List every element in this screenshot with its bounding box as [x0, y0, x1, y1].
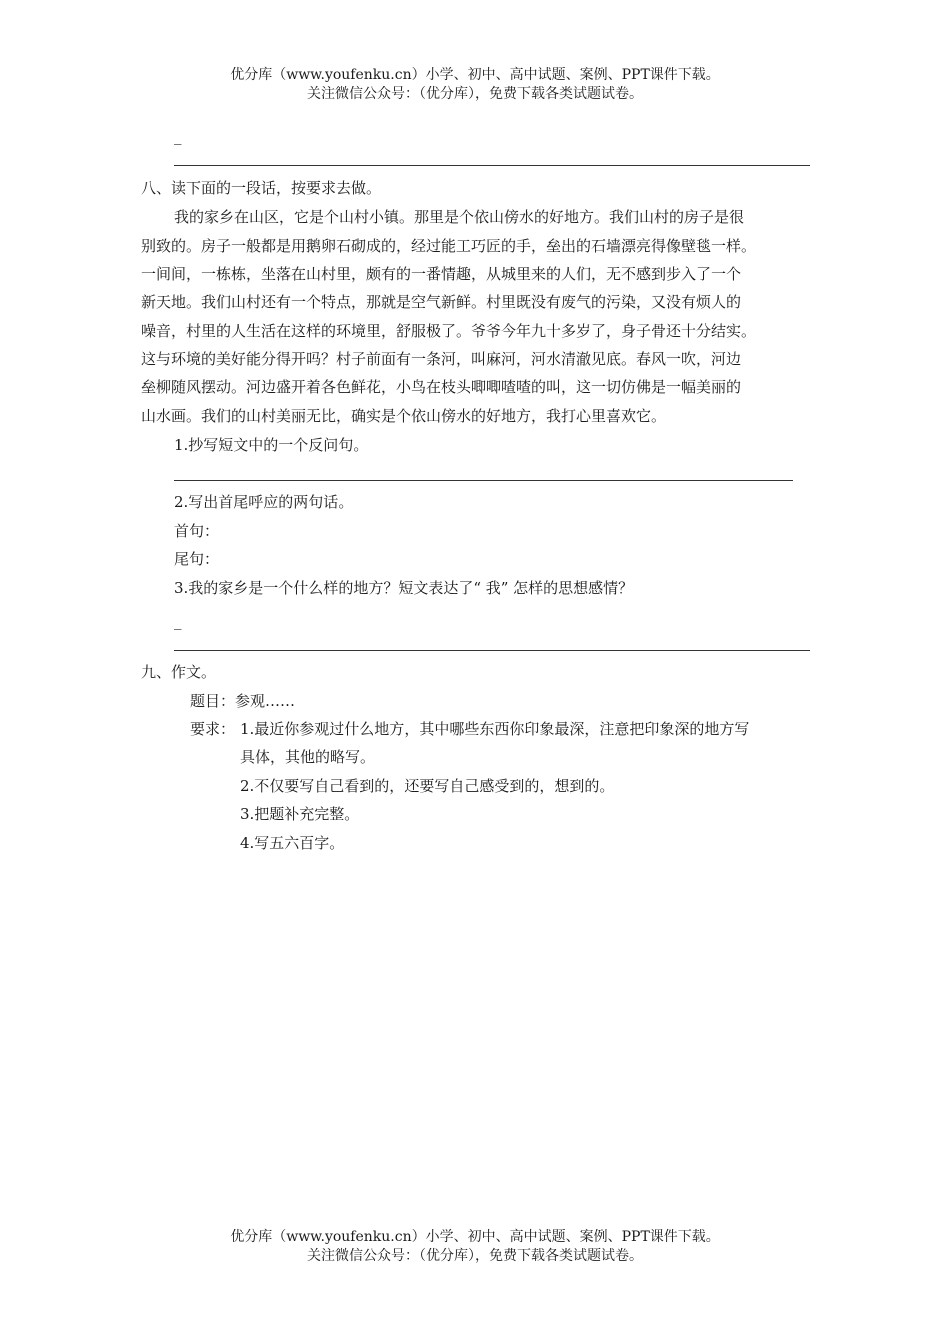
- passage-line: 这与环境的美好能分得开吗？村子前面有一条河，叫麻河，河水清澈见底。春风一吹，河边: [141, 350, 742, 368]
- section9-title: 九、作文。: [141, 663, 217, 681]
- passage-line: 新天地。我们山村还有一个特点，那就是空气新鲜。村里既没有废气的污染，又没有烦人的: [141, 293, 742, 311]
- footer-line-2: 关注微信公众号：（优分库），免费下载各类试题试卷。: [307, 1248, 643, 1264]
- passage-line: 垒柳随风摆动。河边盛开着各色鲜花，小鸟在枝头唧唧喳喳的叫，这一切仿佛是一幅美丽的: [141, 378, 742, 396]
- requirement-1: 1.最近你参观过什么地方，其中哪些东西你印象最深，注意把印象深的地方写: [240, 720, 750, 738]
- question-3: 3.我的家乡是一个什么样的地方？短文表达了“ 我” 怎样的思想感情？: [174, 579, 634, 597]
- passage-line: 山水画。我们的山村美丽无比，确实是个依山傍水的好地方，我打心里喜欢它。: [141, 407, 667, 425]
- footer-line-1: 优分库（www.youfenku.cn）小学、初中、高中试题、案例、PPT课件下载。: [230, 1229, 720, 1245]
- q2-last-sentence-label: 尾句：: [174, 550, 220, 568]
- passage-line: 噪音，村里的人生活在这样的环境里，舒服极了。爷爷今年九十多岁了，身子骨还十分结实。: [141, 322, 757, 340]
- requirement-4: 4.写五六百字。: [240, 834, 345, 852]
- passage-line: 一间间，一栋栋，坐落在山村里，颇有的一番情趣，从城里来的人们，无不感到步入了一个: [141, 265, 742, 283]
- requirements-label: 要求：: [190, 720, 236, 738]
- passage-line: 别致的。房子一般都是用鹅卵石砌成的，经过能工巧匠的手，垒出的石墙漂亮得像壁毯一样。: [141, 237, 757, 255]
- section8-title: 八、读下面的一段话，按要求去做。: [141, 179, 382, 197]
- header-line-1: 优分库（www.youfenku.cn）小学、初中、高中试题、案例、PPT课件下载。: [230, 67, 720, 83]
- passage-line: 我的家乡在山区，它是个山村小镇。那里是个依山傍水的好地方。我们山村的房子是很: [174, 208, 745, 226]
- answer-line-q1: [174, 480, 793, 481]
- answer-mark-q3: _: [174, 612, 182, 630]
- question-2: 2.写出首尾呼应的两句话。: [174, 493, 354, 511]
- q2-first-sentence-label: 首句：: [174, 522, 220, 540]
- requirement-3: 3.把题补充完整。: [240, 805, 360, 823]
- question-1: 1.抄写短文中的一个反问句。: [174, 436, 369, 454]
- answer-line-q3: [174, 650, 810, 651]
- answer-line-top: [174, 165, 810, 166]
- requirement-1-continued: 具体，其他的略写。: [240, 748, 376, 766]
- header-line-2: 关注微信公众号：（优分库），免费下载各类试题试卷。: [307, 86, 643, 102]
- answer-mark-top: _: [174, 127, 182, 145]
- essay-topic: 题目：参观……: [190, 692, 296, 710]
- requirement-2: 2.不仅要写自己看到的，还要写自己感受到的，想到的。: [240, 777, 615, 795]
